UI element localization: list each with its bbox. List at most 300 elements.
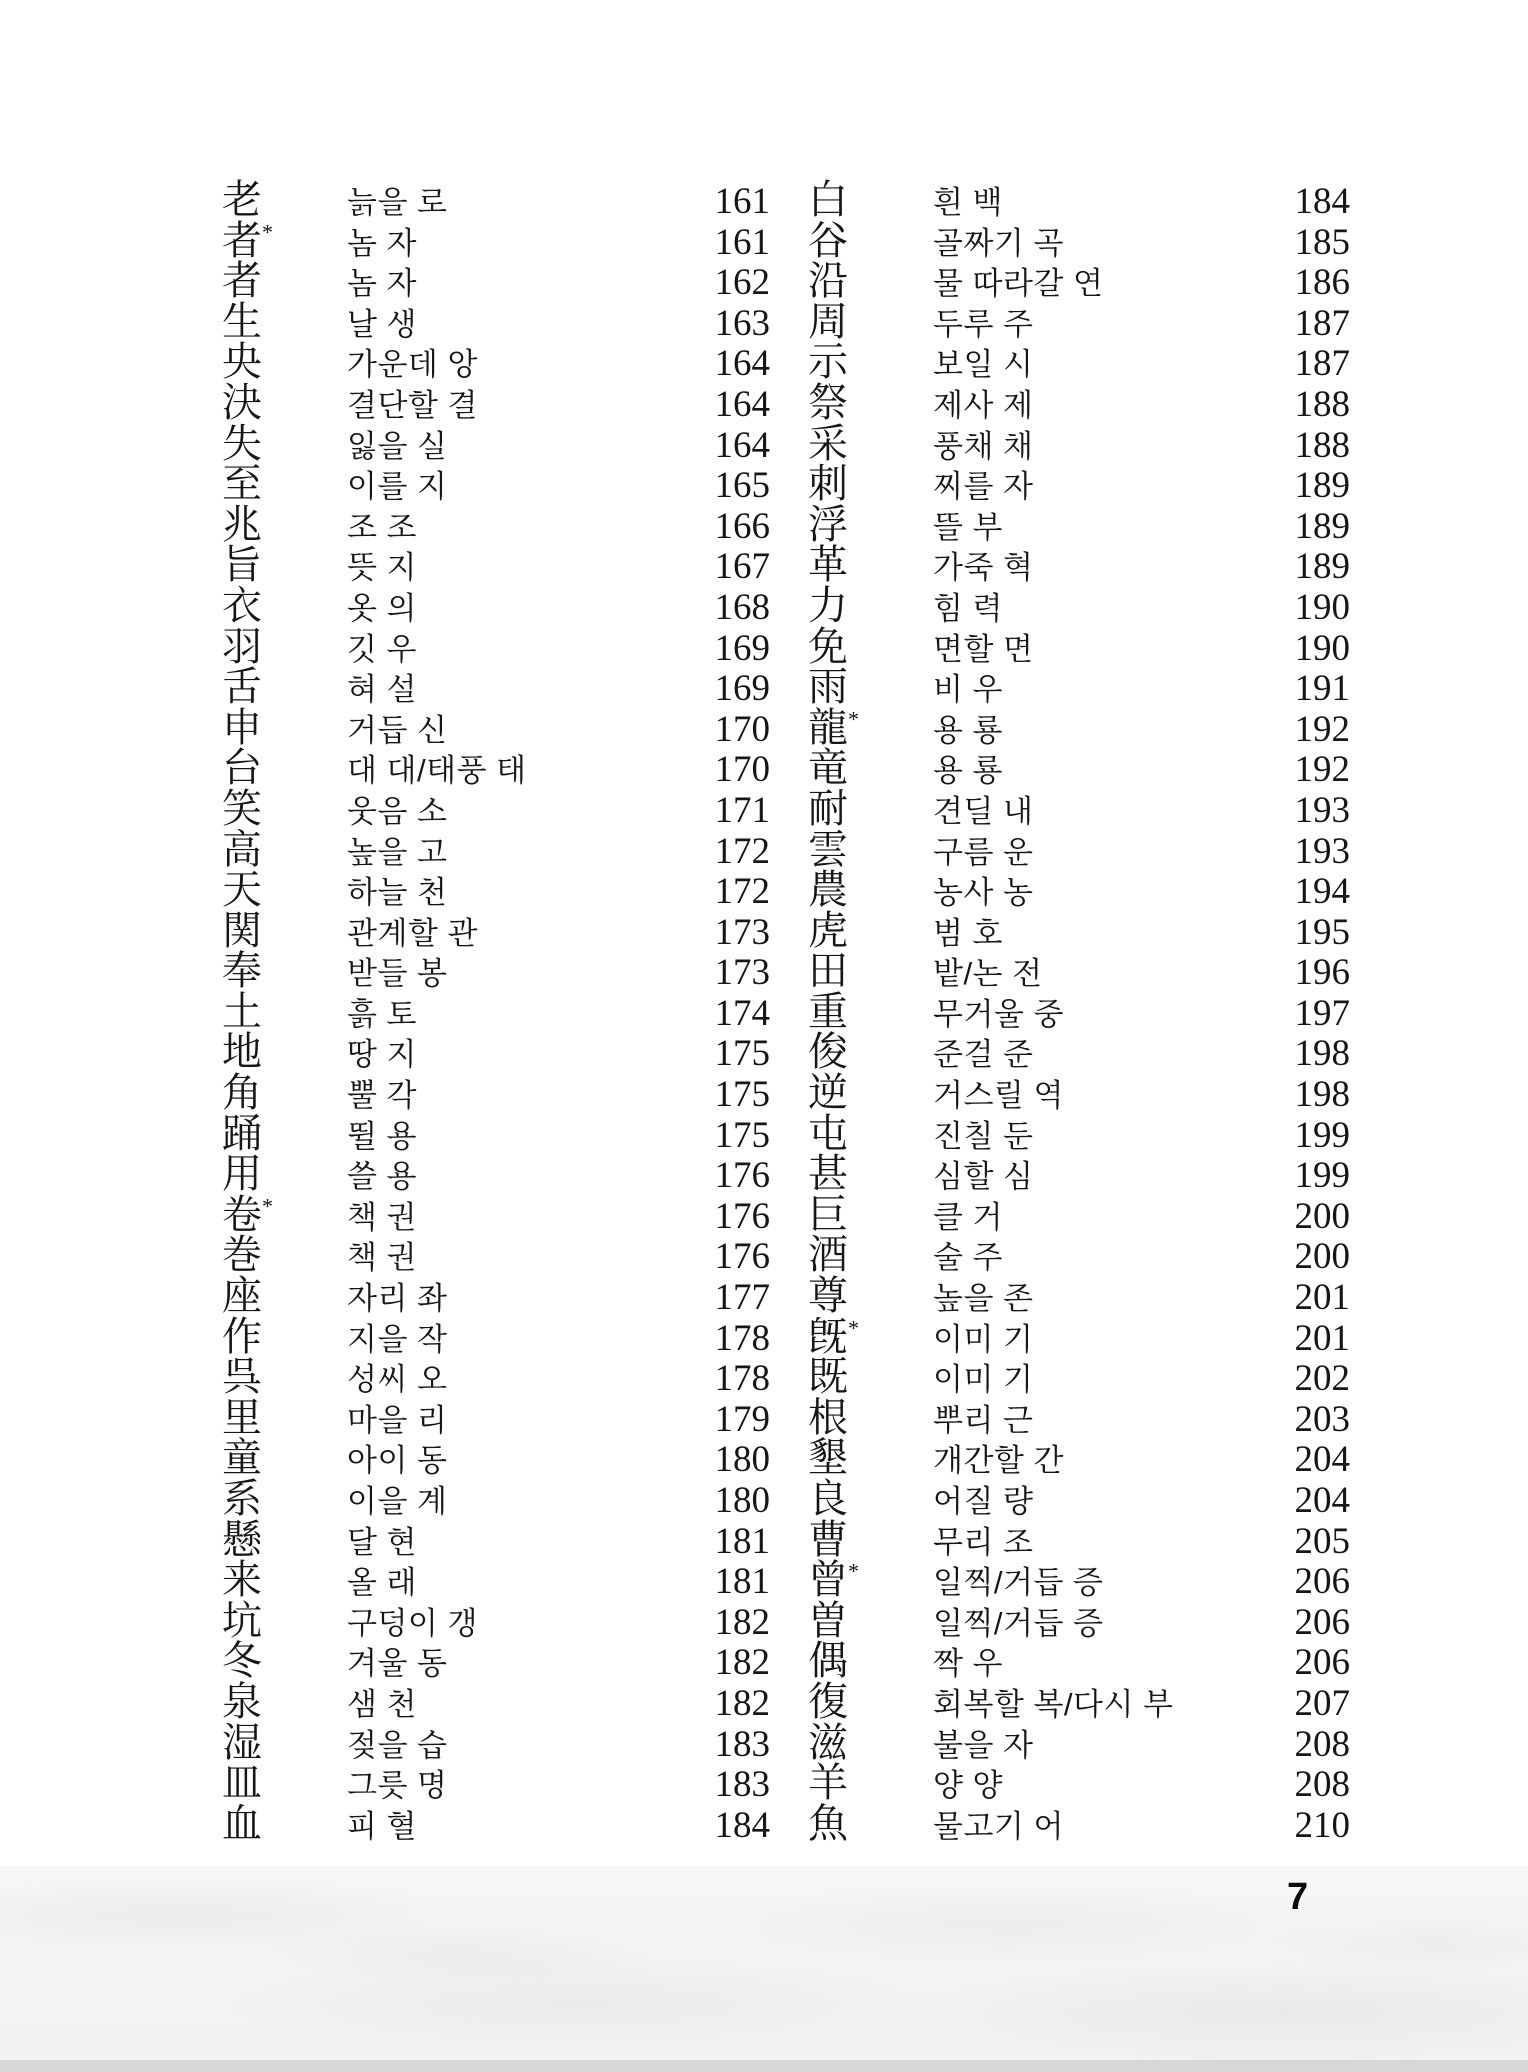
entry-page-number: 201 bbox=[1294, 1277, 1350, 1319]
entry-page-number: 173 bbox=[714, 911, 770, 953]
index-row bbox=[222, 1151, 770, 1197]
korean-reading: 옷 의 bbox=[347, 590, 418, 626]
entry-page-number: 197 bbox=[1294, 992, 1350, 1034]
bottom-edge-strip bbox=[0, 2060, 1528, 2072]
entry-page-number: 198 bbox=[1294, 1033, 1350, 1075]
index-row bbox=[222, 258, 770, 304]
korean-reading: 받들 봉 bbox=[347, 956, 448, 992]
hanja-character: 坑 bbox=[222, 1597, 262, 1643]
index-row bbox=[222, 542, 770, 588]
korean-reading: 올 래 bbox=[347, 1565, 418, 1601]
index-row bbox=[222, 339, 770, 385]
hanja-cell bbox=[808, 826, 933, 872]
paper-texture-band bbox=[0, 1866, 1528, 2060]
index-row bbox=[808, 1760, 1350, 1806]
index-row bbox=[808, 1273, 1350, 1319]
entry-page-number: 164 bbox=[714, 383, 770, 425]
hanja-cell bbox=[222, 1191, 347, 1237]
index-row bbox=[808, 1597, 1350, 1643]
korean-reading: 구덩이 갱 bbox=[347, 1605, 478, 1641]
hanja-cell bbox=[808, 1354, 933, 1400]
hanja-character: 血 bbox=[222, 1800, 262, 1846]
index-row bbox=[222, 907, 770, 953]
korean-reading: 뜻 지 bbox=[347, 550, 418, 586]
entry-page-number: 189 bbox=[1294, 505, 1350, 547]
entry-page-number: 182 bbox=[714, 1642, 770, 1684]
hanja-character: 俊 bbox=[808, 1029, 848, 1075]
entry-page-number: 178 bbox=[714, 1358, 770, 1400]
hanja-cell bbox=[222, 1313, 347, 1359]
hanja-character: 采 bbox=[808, 420, 848, 466]
hanja-character: 力 bbox=[808, 582, 848, 628]
hanja-cell bbox=[808, 298, 933, 344]
index-row bbox=[808, 988, 1350, 1034]
korean-reading: 달 현 bbox=[347, 1524, 418, 1560]
hanja-cell bbox=[222, 501, 347, 547]
hanja-cell bbox=[808, 704, 933, 750]
entry-page-number: 206 bbox=[1294, 1601, 1350, 1643]
korean-reading: 불을 자 bbox=[933, 1727, 1034, 1763]
hanja-character: 竜 bbox=[808, 745, 848, 791]
hanja-cell bbox=[222, 907, 347, 953]
variant-asterisk: * bbox=[262, 1193, 273, 1219]
hanja-character: 者 bbox=[222, 258, 262, 304]
hanja-cell bbox=[222, 339, 347, 385]
index-column-right bbox=[808, 177, 1350, 1846]
hanja-cell bbox=[222, 1678, 347, 1724]
hanja-character: 沿 bbox=[808, 258, 848, 304]
hanja-cell bbox=[808, 1273, 933, 1319]
hanja-character: 懸 bbox=[222, 1516, 262, 1562]
hanja-cell bbox=[808, 461, 933, 507]
entry-page-number: 190 bbox=[1294, 586, 1350, 628]
entry-page-number: 184 bbox=[1294, 181, 1350, 222]
entry-page-number: 183 bbox=[714, 1764, 770, 1806]
index-row bbox=[808, 1476, 1350, 1521]
hanja-cell bbox=[808, 664, 933, 710]
korean-reading: 조 조 bbox=[347, 509, 418, 545]
hanja-character: 羽 bbox=[222, 623, 262, 669]
hanja-character: 央 bbox=[222, 339, 262, 385]
index-row bbox=[808, 258, 1350, 304]
korean-reading: 구름 운 bbox=[933, 834, 1034, 870]
hanja-character: 来 bbox=[222, 1557, 262, 1603]
korean-reading: 풍채 채 bbox=[933, 428, 1034, 464]
entry-page-number: 204 bbox=[1294, 1480, 1350, 1521]
hanja-character: 墾 bbox=[808, 1435, 848, 1481]
hanja-character: 里 bbox=[222, 1394, 262, 1440]
entry-page-number: 161 bbox=[714, 221, 770, 263]
entry-page-number: 210 bbox=[1294, 1804, 1350, 1846]
index-row bbox=[808, 1678, 1350, 1724]
korean-reading: 물고기 어 bbox=[933, 1808, 1064, 1844]
entry-page-number: 182 bbox=[714, 1682, 770, 1724]
hanja-cell bbox=[222, 1476, 347, 1521]
index-row bbox=[808, 1151, 1350, 1197]
index-row bbox=[808, 217, 1350, 263]
korean-reading: 이을 계 bbox=[347, 1484, 448, 1519]
index-row bbox=[808, 582, 1350, 628]
hanja-cell bbox=[222, 1232, 347, 1278]
index-row bbox=[808, 1719, 1350, 1765]
index-row bbox=[222, 1313, 770, 1359]
hanja-character: 旨 bbox=[222, 542, 262, 588]
entry-page-number: 206 bbox=[1294, 1561, 1350, 1603]
korean-reading: 밭/논 전 bbox=[933, 956, 1043, 992]
hanja-character: 奉 bbox=[222, 948, 262, 994]
korean-reading: 찌를 자 bbox=[933, 469, 1034, 505]
hanja-character: 魚 bbox=[808, 1800, 848, 1846]
entry-page-number: 208 bbox=[1294, 1764, 1350, 1806]
hanja-cell bbox=[808, 867, 933, 913]
hanja-cell bbox=[222, 1110, 347, 1156]
index-row bbox=[222, 379, 770, 425]
hanja-character: 曽 bbox=[808, 1597, 848, 1643]
entry-page-number: 175 bbox=[714, 1114, 770, 1156]
korean-reading: 놈 자 bbox=[347, 225, 418, 261]
korean-reading: 책 권 bbox=[347, 1199, 418, 1235]
hanja-cell bbox=[222, 704, 347, 750]
index-row bbox=[222, 1273, 770, 1319]
hanja-cell bbox=[222, 1719, 347, 1765]
index-row bbox=[808, 623, 1350, 669]
index-row bbox=[222, 988, 770, 1034]
hanja-cell bbox=[808, 1394, 933, 1440]
hanja-character: 台 bbox=[222, 745, 262, 791]
hanja-character: 系 bbox=[222, 1476, 262, 1521]
hanja-character: 谷 bbox=[808, 217, 848, 263]
hanja-cell bbox=[222, 1760, 347, 1806]
korean-reading: 제사 제 bbox=[933, 387, 1034, 423]
entry-page-number: 167 bbox=[714, 546, 770, 588]
korean-reading: 무거울 중 bbox=[933, 996, 1064, 1032]
index-row bbox=[808, 461, 1350, 507]
hanja-character: 衣 bbox=[222, 582, 262, 628]
hanja-cell bbox=[222, 867, 347, 913]
korean-reading: 결단할 결 bbox=[347, 387, 478, 423]
entry-page-number: 179 bbox=[714, 1398, 770, 1440]
korean-reading: 흰 백 bbox=[933, 185, 1004, 220]
entry-page-number: 166 bbox=[714, 505, 770, 547]
entry-page-number: 175 bbox=[714, 1074, 770, 1116]
korean-reading: 면할 면 bbox=[933, 631, 1034, 667]
index-row bbox=[222, 1354, 770, 1400]
hanja-character: 復 bbox=[808, 1678, 848, 1724]
hanja-cell bbox=[808, 907, 933, 953]
hanja-cell bbox=[808, 1638, 933, 1684]
entry-page-number: 192 bbox=[1294, 749, 1350, 791]
index-row bbox=[222, 1476, 770, 1521]
entry-page-number: 193 bbox=[1294, 789, 1350, 831]
korean-reading: 혀 설 bbox=[347, 672, 418, 708]
index-row bbox=[222, 1719, 770, 1765]
entry-page-number: 182 bbox=[714, 1601, 770, 1643]
entry-page-number: 181 bbox=[714, 1520, 770, 1562]
hanja-cell bbox=[808, 745, 933, 791]
index-row bbox=[808, 1557, 1350, 1603]
index-row bbox=[222, 298, 770, 344]
entry-page-number: 185 bbox=[1294, 221, 1350, 263]
hanja-character: 雨 bbox=[808, 664, 848, 710]
korean-reading: 놈 자 bbox=[347, 266, 418, 302]
entry-page-number: 190 bbox=[1294, 627, 1350, 669]
hanja-character: 冬 bbox=[222, 1638, 262, 1684]
korean-reading: 지을 작 bbox=[347, 1321, 448, 1357]
index-row bbox=[222, 461, 770, 507]
korean-reading: 이미 기 bbox=[933, 1362, 1034, 1398]
index-row bbox=[808, 1516, 1350, 1562]
hanja-character: 祭 bbox=[808, 379, 848, 425]
entry-page-number: 200 bbox=[1294, 1195, 1350, 1237]
index-row bbox=[808, 785, 1350, 831]
korean-reading: 용 룡 bbox=[933, 753, 1004, 789]
entry-page-number: 176 bbox=[714, 1155, 770, 1197]
korean-reading: 양 양 bbox=[933, 1768, 1004, 1804]
entry-page-number: 195 bbox=[1294, 911, 1350, 953]
entry-page-number: 205 bbox=[1294, 1520, 1350, 1562]
hanja-character: 呉 bbox=[222, 1354, 262, 1400]
korean-reading: 일찍/거듭 증 bbox=[933, 1605, 1104, 1641]
entry-page-number: 191 bbox=[1294, 668, 1350, 710]
entry-page-number: 170 bbox=[714, 708, 770, 750]
entry-page-number: 202 bbox=[1294, 1358, 1350, 1400]
entry-page-number: 161 bbox=[714, 181, 770, 222]
index-row bbox=[808, 1070, 1350, 1116]
hanja-cell bbox=[808, 1435, 933, 1481]
entry-page-number: 196 bbox=[1294, 952, 1350, 994]
hanja-character: 巨 bbox=[808, 1191, 848, 1237]
korean-reading: 잃을 실 bbox=[347, 428, 448, 464]
index-row bbox=[222, 826, 770, 872]
hanja-cell bbox=[808, 582, 933, 628]
hanja-character: 虎 bbox=[808, 907, 848, 953]
index-row bbox=[222, 1435, 770, 1481]
hanja-index-table bbox=[222, 177, 1350, 1846]
hanja-character: 滋 bbox=[808, 1719, 848, 1765]
entry-page-number: 169 bbox=[714, 668, 770, 710]
korean-reading: 날 생 bbox=[347, 306, 418, 342]
page-number-footer: 7 bbox=[1287, 1876, 1309, 1918]
hanja-character: 土 bbox=[222, 988, 262, 1034]
hanja-character: 笑 bbox=[222, 785, 262, 831]
index-row bbox=[222, 745, 770, 791]
korean-reading: 아이 동 bbox=[347, 1443, 448, 1479]
index-row bbox=[808, 1313, 1350, 1359]
hanja-cell bbox=[808, 420, 933, 466]
index-row bbox=[222, 1516, 770, 1562]
hanja-character: 童 bbox=[222, 1435, 262, 1481]
hanja-character: 天 bbox=[222, 867, 262, 913]
hanja-cell bbox=[222, 1557, 347, 1603]
hanja-character: 屯 bbox=[808, 1110, 848, 1156]
entry-page-number: 168 bbox=[714, 586, 770, 628]
hanja-character: 良 bbox=[808, 1476, 848, 1521]
entry-page-number: 192 bbox=[1294, 708, 1350, 750]
korean-reading: 높을 존 bbox=[933, 1281, 1034, 1317]
hanja-cell bbox=[808, 217, 933, 263]
index-row bbox=[808, 704, 1350, 750]
index-row bbox=[222, 785, 770, 831]
index-row bbox=[808, 542, 1350, 588]
hanja-cell bbox=[222, 785, 347, 831]
korean-reading: 견딜 내 bbox=[933, 793, 1034, 829]
entry-page-number: 203 bbox=[1294, 1398, 1350, 1440]
korean-reading: 거스릴 역 bbox=[933, 1078, 1064, 1114]
hanja-cell bbox=[222, 1800, 347, 1846]
index-row bbox=[222, 623, 770, 669]
hanja-character: 刺 bbox=[808, 461, 848, 507]
index-row bbox=[222, 1070, 770, 1116]
hanja-cell bbox=[808, 1151, 933, 1197]
entry-page-number: 162 bbox=[714, 262, 770, 304]
hanja-cell bbox=[222, 420, 347, 466]
korean-reading: 가운데 앙 bbox=[347, 347, 478, 383]
hanja-cell bbox=[808, 177, 933, 222]
hanja-cell bbox=[222, 1273, 347, 1319]
index-row bbox=[222, 1110, 770, 1156]
hanja-character: 根 bbox=[808, 1394, 848, 1440]
hanja-character: 曾 bbox=[808, 1557, 848, 1603]
index-row bbox=[222, 1232, 770, 1278]
index-column-left bbox=[222, 177, 770, 1846]
hanja-cell bbox=[222, 217, 347, 263]
hanja-cell bbox=[808, 379, 933, 425]
korean-reading: 대 대/태풍 태 bbox=[347, 753, 527, 789]
entry-page-number: 208 bbox=[1294, 1723, 1350, 1765]
index-row bbox=[222, 1191, 770, 1237]
hanja-cell bbox=[808, 1678, 933, 1724]
hanja-cell bbox=[808, 948, 933, 994]
entry-page-number: 174 bbox=[714, 992, 770, 1034]
index-row bbox=[222, 1800, 770, 1846]
hanja-cell bbox=[222, 826, 347, 872]
hanja-cell bbox=[808, 258, 933, 304]
korean-reading: 회복할 복/다시 부 bbox=[933, 1686, 1174, 1722]
entry-page-number: 181 bbox=[714, 1561, 770, 1603]
hanja-character: 革 bbox=[808, 542, 848, 588]
index-row bbox=[222, 177, 770, 222]
hanja-character: 免 bbox=[808, 623, 848, 669]
hanja-cell bbox=[222, 623, 347, 669]
hanja-cell bbox=[222, 1354, 347, 1400]
hanja-cell bbox=[808, 501, 933, 547]
korean-reading: 쓸 용 bbox=[347, 1159, 418, 1195]
hanja-cell bbox=[808, 1557, 933, 1603]
hanja-cell bbox=[808, 1476, 933, 1521]
hanja-character: 皿 bbox=[222, 1760, 262, 1806]
index-row bbox=[808, 664, 1350, 710]
hanja-character: 尊 bbox=[808, 1273, 848, 1319]
korean-reading: 자리 좌 bbox=[347, 1281, 448, 1317]
korean-reading: 젖을 습 bbox=[347, 1727, 448, 1763]
entry-page-number: 188 bbox=[1294, 424, 1350, 466]
korean-reading: 성씨 오 bbox=[347, 1362, 448, 1398]
korean-reading: 일찍/거듭 증 bbox=[933, 1565, 1104, 1601]
entry-page-number: 165 bbox=[714, 465, 770, 507]
hanja-character: 周 bbox=[808, 298, 848, 344]
hanja-character: 作 bbox=[222, 1313, 262, 1359]
korean-reading: 깃 우 bbox=[347, 631, 418, 667]
variant-asterisk: * bbox=[848, 1315, 859, 1341]
index-row bbox=[808, 501, 1350, 547]
index-row bbox=[808, 298, 1350, 344]
variant-asterisk: * bbox=[848, 706, 859, 732]
index-row bbox=[808, 1435, 1350, 1481]
hanja-cell bbox=[808, 1719, 933, 1765]
hanja-character: 兆 bbox=[222, 501, 262, 547]
index-row bbox=[222, 1638, 770, 1684]
index-row bbox=[222, 217, 770, 263]
index-row bbox=[808, 1354, 1350, 1400]
hanja-character: 酒 bbox=[808, 1232, 848, 1278]
entry-page-number: 169 bbox=[714, 627, 770, 669]
entry-page-number: 187 bbox=[1294, 302, 1350, 344]
entry-page-number: 180 bbox=[714, 1439, 770, 1481]
index-row bbox=[222, 704, 770, 750]
korean-reading: 짝 우 bbox=[933, 1646, 1004, 1682]
korean-reading: 농사 농 bbox=[933, 875, 1034, 911]
index-row bbox=[222, 1597, 770, 1643]
hanja-character: 農 bbox=[808, 867, 848, 913]
entry-page-number: 172 bbox=[714, 830, 770, 872]
entry-page-number: 183 bbox=[714, 1723, 770, 1765]
index-row bbox=[808, 1638, 1350, 1684]
entry-page-number: 184 bbox=[714, 1804, 770, 1846]
hanja-character: 重 bbox=[808, 988, 848, 1034]
hanja-character: 地 bbox=[222, 1029, 262, 1075]
index-row bbox=[222, 420, 770, 466]
hanja-cell bbox=[222, 1435, 347, 1481]
hanja-cell bbox=[222, 664, 347, 710]
hanja-cell bbox=[222, 1394, 347, 1440]
hanja-cell bbox=[808, 1516, 933, 1562]
hanja-cell bbox=[808, 542, 933, 588]
hanja-character: 浮 bbox=[808, 501, 848, 547]
index-row bbox=[808, 826, 1350, 872]
korean-reading: 뛸 용 bbox=[347, 1118, 418, 1154]
hanja-character: 角 bbox=[222, 1070, 262, 1116]
hanja-cell bbox=[222, 1597, 347, 1643]
korean-reading: 뜰 부 bbox=[933, 509, 1004, 545]
hanja-character: 雲 bbox=[808, 826, 848, 872]
index-row bbox=[222, 1678, 770, 1724]
hanja-cell bbox=[222, 745, 347, 791]
hanja-character: 湿 bbox=[222, 1719, 262, 1765]
index-row bbox=[222, 1557, 770, 1603]
hanja-character: 高 bbox=[222, 826, 262, 872]
index-row bbox=[222, 582, 770, 628]
hanja-character: 田 bbox=[808, 948, 848, 994]
hanja-cell bbox=[808, 1313, 933, 1359]
korean-reading: 샘 천 bbox=[347, 1686, 418, 1722]
entry-page-number: 176 bbox=[714, 1236, 770, 1278]
hanja-character: 老 bbox=[222, 177, 262, 222]
hanja-character: 龍 bbox=[808, 704, 848, 750]
hanja-cell bbox=[222, 542, 347, 588]
entry-page-number: 163 bbox=[714, 302, 770, 344]
korean-reading: 땅 지 bbox=[347, 1037, 418, 1073]
hanja-character: 既 bbox=[808, 1354, 848, 1400]
korean-reading: 두루 주 bbox=[933, 306, 1034, 342]
korean-reading: 마을 리 bbox=[347, 1402, 448, 1438]
index-row bbox=[808, 339, 1350, 385]
index-row bbox=[808, 420, 1350, 466]
entry-page-number: 164 bbox=[714, 424, 770, 466]
korean-reading: 그릇 명 bbox=[347, 1768, 448, 1804]
index-row bbox=[808, 1110, 1350, 1156]
hanja-cell bbox=[222, 258, 347, 304]
hanja-cell bbox=[808, 988, 933, 1034]
